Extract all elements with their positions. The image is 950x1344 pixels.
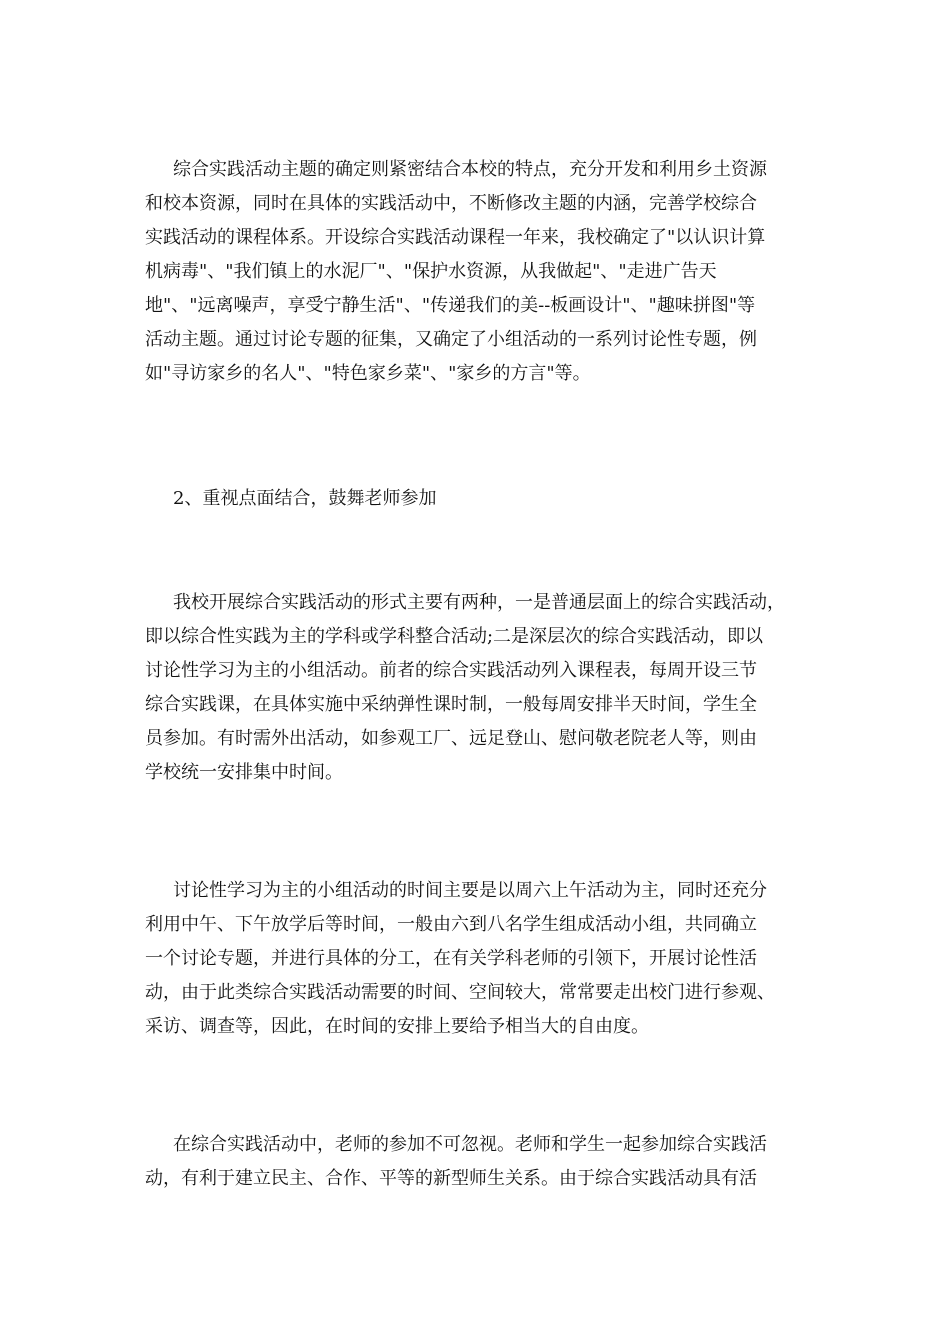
heading-text: 2、重视点面结合，鼓舞老师参加 xyxy=(173,488,437,509)
section-heading xyxy=(145,482,805,516)
text-line: 一个讨论专题，并进行具体的分工，在有关学科老师的引领下，开展讨论性活 xyxy=(145,948,757,969)
text-line: 我校开展综合实践活动的形式主要有两种，一是普通层面上的综合实践活动， xyxy=(173,592,785,613)
text-line: 动，由于此类综合实践活动需要的时间、空间较大，常常要走出校门进行参观、 xyxy=(145,982,775,1003)
text-line: 地"、"远离噪声，享受宁静生活"、"传递我们的美--板画设计"、"趣味拼图"等 xyxy=(145,295,756,316)
paragraph-activity-forms xyxy=(145,586,805,790)
text-line: 讨论性学习为主的小组活动。前者的综合实践活动列入课程表，每周开设三节 xyxy=(145,660,757,681)
text-line: 综合实践活动主题的确定则紧密结合本校的特点，充分开发和利用乡土资源 xyxy=(173,159,767,180)
text-line: 动，有利于建立民主、合作、平等的新型师生关系。由于综合实践活动具有活 xyxy=(145,1168,757,1189)
text-line: 综合实践课，在具体实施中采纳弹性课时制，一般每周安排半天时间，学生全 xyxy=(145,694,757,715)
text-line: 机病毒"、"我们镇上的水泥厂"、"保护水资源，从我做起"、"走进广告天 xyxy=(145,261,717,282)
text-line: 员参加。有时需外出活动，如参观工厂、远足登山、慰问敬老院老人等，则由 xyxy=(145,728,757,749)
text-line: 讨论性学习为主的小组活动的时间主要是以周六上午活动为主，同时还充分 xyxy=(173,880,767,901)
text-line: 利用中午、下午放学后等时间，一般由六到八名学生组成活动小组，共同确立 xyxy=(145,914,757,935)
text-line: 采访、调查等，因此，在时间的安排上要给予相当大的自由度。 xyxy=(145,1016,649,1037)
paragraph-topic-selection xyxy=(145,153,805,391)
text-line: 和校本资源，同时在具体的实践活动中，不断修改主题的内涵，完善学校综合 xyxy=(145,193,757,214)
paragraph-teacher-participation xyxy=(145,1128,805,1196)
text-line: 学校统一安排集中时间。 xyxy=(145,762,343,783)
text-line: 实践活动的课程体系。开设综合实践活动课程一年来，我校确定了"以认识计算 xyxy=(145,227,766,248)
text-line: 即以综合性实践为主的学科或学科整合活动;二是深层次的综合实践活动，即以 xyxy=(145,626,764,647)
text-line: 在综合实践活动中，老师的参加不可忽视。老师和学生一起参加综合实践活 xyxy=(173,1134,767,1155)
text-line: 如"寻访家乡的名人"、"特色家乡菜"、"家乡的方言"等。 xyxy=(145,363,591,384)
paragraph-group-activity xyxy=(145,874,805,1044)
text-line: 活动主题。通过讨论专题的征集，又确定了小组活动的一系列讨论性专题，例 xyxy=(145,329,757,350)
